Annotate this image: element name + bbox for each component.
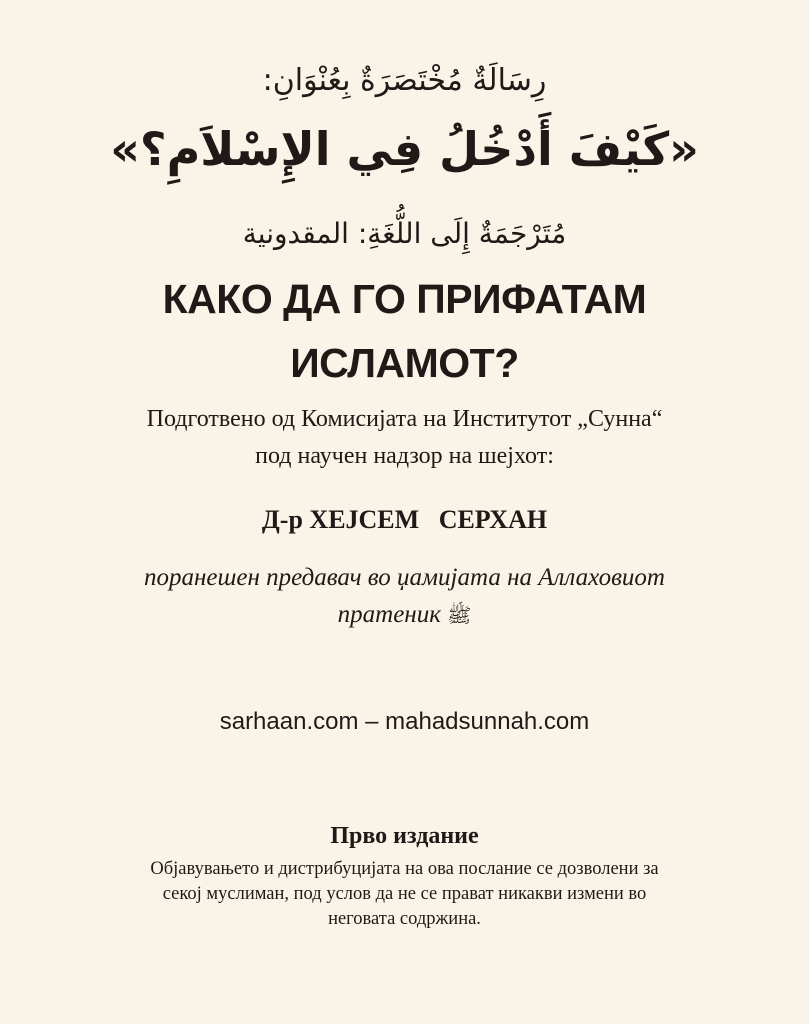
arabic-translation-note: مُتَرْجَمَةٌ إِلَى اللُّغَةِ: المقدونية <box>242 217 567 250</box>
prepared-by-line-1: Подготвено од Комисијата на Институтот „Сунна“ <box>146 406 663 432</box>
prepared-by-line-2: под научен надзор на шејхот: <box>255 443 554 469</box>
author-role-text: пратеник <box>337 601 441 628</box>
arabic-intro-line: رِسَالَةٌ مُخْتَصَرَةٌ بِعُنْوَانِ: <box>262 63 547 98</box>
author-name: Д-р ХЕЈСЕМ СЕРХАН <box>261 505 548 534</box>
author-role-line-1: поранешен предавач во џамијата на Аллаховиот <box>144 564 665 591</box>
main-title-line-1: КАКО ДА ГО ПРИФАТАМ <box>162 276 647 322</box>
main-title-line-2: ИСЛАМОТ? <box>290 340 519 386</box>
salawat-symbol: ﷺ <box>447 603 472 627</box>
notice-line-2: секој муслиман, под услов да не се прават никакви измени во <box>162 884 647 904</box>
author-role-line-2 <box>0 599 809 631</box>
edition-label: Прво издание <box>330 823 479 849</box>
arabic-title: «كَيْفَ أَدْخُلُ فِي الإِسْلاَمِ؟» <box>110 122 699 176</box>
notice-line-1: Објавувањето и дистрибуцијата на ова послание се дозволени за <box>150 859 659 879</box>
distribution-notice <box>72 857 737 932</box>
notice-line-3: неговата содржина. <box>328 909 481 929</box>
websites-line: sarhaan.com – mahadsunnah.com <box>219 708 590 735</box>
